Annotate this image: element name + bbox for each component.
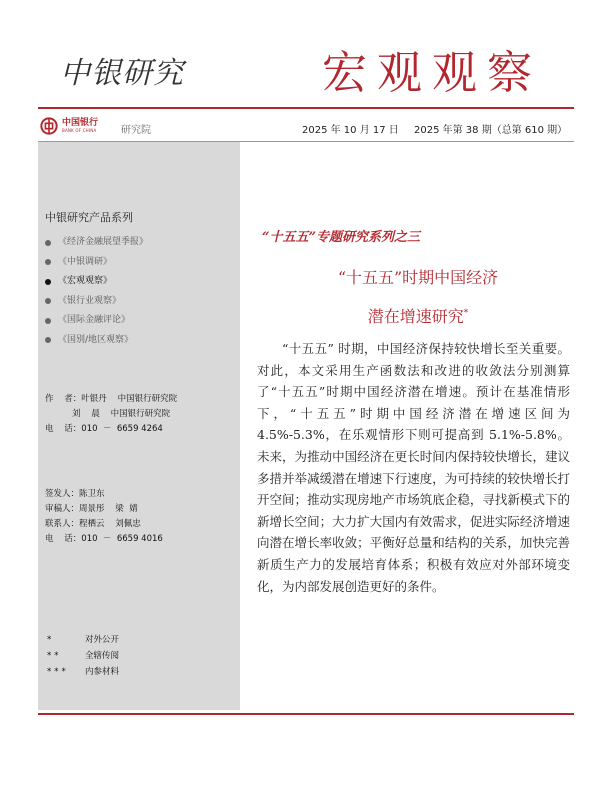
bullet-icon bbox=[45, 298, 51, 304]
bottom-divider bbox=[38, 713, 574, 715]
distribution-row: *** 内参材料 bbox=[47, 667, 120, 677]
distribution-row: * 对外公开 bbox=[47, 635, 120, 645]
author-info: 作 者：叶银丹 中国银行研究院 刘 晨 中国银行研究院 电 话：010 － 6659 4264 bbox=[45, 394, 178, 434]
product-item[interactable]: 《中银调研》 bbox=[45, 253, 148, 273]
series-title: 宏观观察 bbox=[322, 46, 543, 99]
series-subtitle: “十五五”专题研究系列之三 bbox=[262, 230, 420, 245]
logo-cn-text: 中国银行 bbox=[62, 118, 99, 128]
report-title-line1: “十五五”时期中国经济 bbox=[337, 268, 499, 287]
issue-number: 2025 年第 38 期（总第 610 期） bbox=[414, 125, 568, 136]
institute-label: 研究院 bbox=[121, 125, 151, 136]
product-item-active[interactable]: 《宏观观察》 bbox=[45, 272, 148, 292]
product-item[interactable]: 《银行业观察》 bbox=[45, 292, 148, 312]
product-list bbox=[45, 233, 148, 350]
sidebar-heading: 中银研究产品系列 bbox=[45, 211, 133, 224]
bank-logo bbox=[40, 117, 98, 135]
distribution-levels bbox=[47, 632, 119, 680]
product-item[interactable]: 《国别/地区观察》 bbox=[45, 331, 148, 351]
bullet-icon bbox=[45, 240, 51, 246]
top-divider bbox=[38, 107, 574, 109]
approval-info: 签发人：陈卫东 审稿人：周景彤 梁 婧 联系人：程栖云 刘佩忠 电 话：010 － 6659 4016 bbox=[45, 489, 163, 544]
bullet-icon bbox=[45, 279, 51, 285]
issue-date: 2025 年 10 月 17 日 bbox=[302, 125, 399, 136]
report-title-line2: 潜在增速研究* bbox=[367, 307, 469, 326]
abstract-paragraph: “十五五” 时期，中国经济保持较快增长至关重要。对此，本文采用生产函数法和改进的收敛法分别测算了“十五五”时期中国经济潜在增速。预计在基准情形下，“十五五”时期中国经济潜在增速区间为 4.5%-5.3%，在乐观情形下则可提高到 5.1%-5.8%。未来，为推动中国经济在更长时间内保持较快增长，建议多措并举减缓潜在增速下行速度，为可持续的较快增长打开空间；推动实现房地产市场筑底企稳，寻找新模式下的新增长空间；大力扩大国内有效需求，促进实际经济增速向潜在增长率收敛；平衡好总量和结构的关系，加快完善新质生产力的发展培育体系；积极有效应对外部环境变化，为内部发展创造更好的条件。 bbox=[257, 341, 570, 594]
bullet-icon bbox=[45, 318, 51, 324]
product-item[interactable]: 《经济金融展望季报》 bbox=[45, 233, 148, 253]
brand-script-logo: 中银研究 bbox=[60, 56, 184, 91]
bullet-icon bbox=[45, 259, 51, 265]
product-item[interactable]: 《国际金融评论》 bbox=[45, 311, 148, 331]
title-footnote-mark: * bbox=[463, 308, 469, 319]
bullet-icon bbox=[45, 337, 51, 343]
bank-of-china-icon bbox=[40, 117, 58, 135]
distribution-row: ** 全辖传阅 bbox=[47, 651, 120, 661]
logo-en-text: BANK OF CHINA bbox=[62, 128, 97, 133]
